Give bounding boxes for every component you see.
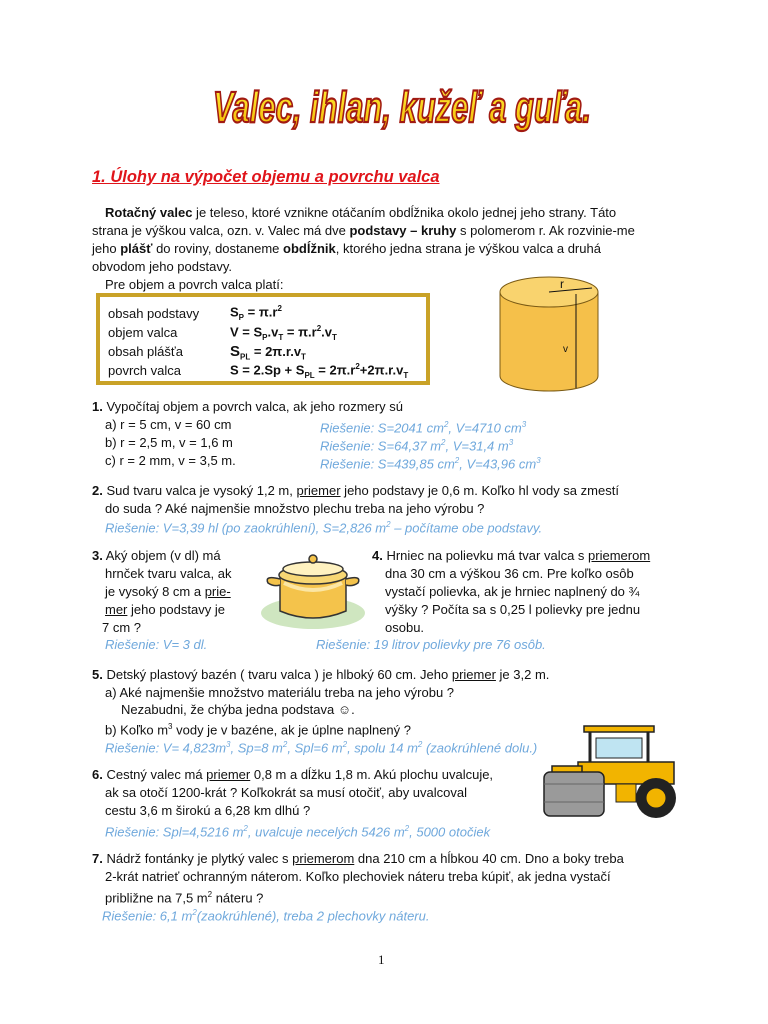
cylinder-height-label: v <box>563 344 568 355</box>
problem-4-line-3: vystačí polievka, ak je hrniec naplnený do ¾ <box>385 584 640 599</box>
problem-7-line-2: 2-krát natrieť ochranným náterom. Koľko plechoviek náteru treba kúpiť, ak jedna vystačí <box>105 869 611 884</box>
problem-1c: c) r = 2 mm, v = 3,5 m. <box>105 453 236 468</box>
page-title <box>205 70 605 150</box>
problem-5-note: Nezabudni, že chýba jedna podstava ☺. <box>121 702 355 717</box>
problem-1a: a) r = 5 cm, v = 60 cm <box>105 417 232 432</box>
problem-4: 4. Hrniec na polievku má tvar valca s priemerom <box>372 548 651 563</box>
problem-7: 7. Nádrž fontánky je plytký valec s priemerom dna 210 cm a hĺbkou 40 cm. Dno a boky treba <box>92 851 624 866</box>
formula-lateral: $S_{PL} = 2\pi.r.v_T$ <box>230 343 306 362</box>
solution-3: Riešenie: V= 3 dl. <box>105 637 208 652</box>
pot-illustration <box>258 545 368 633</box>
solution-5: Riešenie: $V= 4,823m^3$, Sp=8 $m^2$, Spl=6 $m^2$, spolu 14 $m^2$ (zaokrúhlené dolu.) <box>105 740 538 756</box>
problem-6-line-3: cestu 3,6 m širokú a 6,28 km dlhú ? <box>105 803 311 818</box>
problem-4-line-2: dna 30 cm a výškou 36 cm. Pre koľko osôb <box>385 566 634 581</box>
solution-1a: Riešenie: S=2041 $cm^2$, V=4710 $cm^3$ <box>320 420 527 436</box>
formula-label-base-area: obsah podstavy <box>108 306 200 321</box>
road-roller-illustration <box>538 722 688 825</box>
problem-5a: a) Aké najmenšie množstvo materiálu treba na jeho výrobu ? <box>105 685 455 700</box>
problem-6: 6. Cestný valec má priemer 0,8 m a dĺžku 1,8 m. Akú plochu uvalcuje, <box>92 767 494 782</box>
problem-3-line-2: hrnček tvaru valca, ak <box>105 566 232 581</box>
solution-6: Riešenie: Spl=4,5216 $m^2$, uvalcuje necelých 5426 $m^2$, 5000 otočiek <box>105 824 491 840</box>
problem-3-line-5: 7 cm ? <box>102 620 142 635</box>
intro-line-5: Pre objem a povrch valca platí: <box>105 277 284 292</box>
problem-2-line-2: do suda ? Aké najmenšie množstvo plechu treba na jeho výrobu ? <box>105 501 485 516</box>
intro-line-3: jeho plášť do roviny, dostaneme obdĺžnik, ktorého jedna strana je výškou valca a druhá <box>92 241 601 256</box>
problem-4-line-5: osobu. <box>385 620 425 635</box>
problem-1b: b) r = 2,5 m, v = 1,6 m <box>105 435 233 450</box>
intro-line-4: obvodom jeho podstavy. <box>92 259 232 274</box>
problem-3: 3. Aký objem (v dl) má <box>92 548 221 563</box>
intro-line-2: strana je výškou valca, ozn. v. Valec má dve podstavy – kruhy s polomerom r. Ak rozvinie-me <box>92 223 635 238</box>
formula-label-lateral: obsah plášťa <box>108 344 183 359</box>
problem-6-line-2: ak sa otočí 1200-krát ? Koľkokrát sa musí otočiť, aby uvalcoval <box>105 785 468 800</box>
formula-surface: $S = 2.Sp + S_{PL} = 2\pi.r^2+2\pi.r.v_T$ <box>230 362 409 380</box>
problem-7-line-3: približne na 7,5 $m^2$ náteru ? <box>105 890 264 906</box>
title-text: Valec, ihlan, kužeľ a guľa. <box>213 83 591 132</box>
formula-volume: $V = S_P.v_T = \pi.r^2.v_T$ <box>230 324 337 342</box>
formula-box <box>96 293 430 385</box>
solution-1c: Riešenie: S=439,85 $cm^2$, V=43,96 $cm^3$ <box>320 456 541 472</box>
solution-7: Riešenie: 6,1 $m^2(zaokrúhlené)$, treba 2 plechovky náteru. <box>102 908 430 924</box>
problem-5: 5. Detský plastový bazén ( tvaru valca ) je hlboký 60 cm. Jeho priemer je 3,2 m. <box>92 667 550 682</box>
problem-4-line-4: výšky ? Počíta sa s 0,25 l polievky pre jednu <box>385 602 641 617</box>
formula-label-surface: povrch valca <box>108 363 181 378</box>
problem-1: 1. Vypočítaj objem a povrch valca, ak jeho rozmery sú <box>92 399 403 414</box>
cylinder-radius-label: r <box>560 277 564 291</box>
problem-3-line-3: je vysoký 8 cm a prie- <box>105 584 231 599</box>
problem-3-line-4: mer jeho podstavy je <box>105 602 225 617</box>
solution-4: Riešenie: 19 litrov polievky pre 76 osôb. <box>316 637 546 652</box>
intro-line-1: Rotačný valec je teleso, ktoré vznikne otáčaním obdĺžnika okolo jednej jeho strany. Táto <box>105 205 617 220</box>
problem-5b: b) Koľko $m^3$ vody je v bazéne, ak je úplne naplnený ? <box>105 722 412 738</box>
problem-2: 2. Sud tvaru valca je vysoký 1,2 m, priemer jeho podstavy je 0,6 m. Koľko hl vody sa zmestí <box>92 483 619 498</box>
cylinder-illustration <box>494 272 604 405</box>
formula-base-area: $S_P = \pi.r^2$ <box>230 304 282 322</box>
formula-label-volume: objem valca <box>108 325 178 340</box>
solution-2: Riešenie: V=3,39 hl (po zaokrúhlení), S=2,826 $m^2$ – počítame obe podstavy. <box>105 520 543 536</box>
solution-1b: Riešenie: S=64,37 $m^2$, V=31,4 $m^3$ <box>320 438 514 454</box>
section-title: 1. Úlohy na výpočet objemu a povrchu valca <box>92 168 440 186</box>
page-number: 1 <box>378 952 385 967</box>
